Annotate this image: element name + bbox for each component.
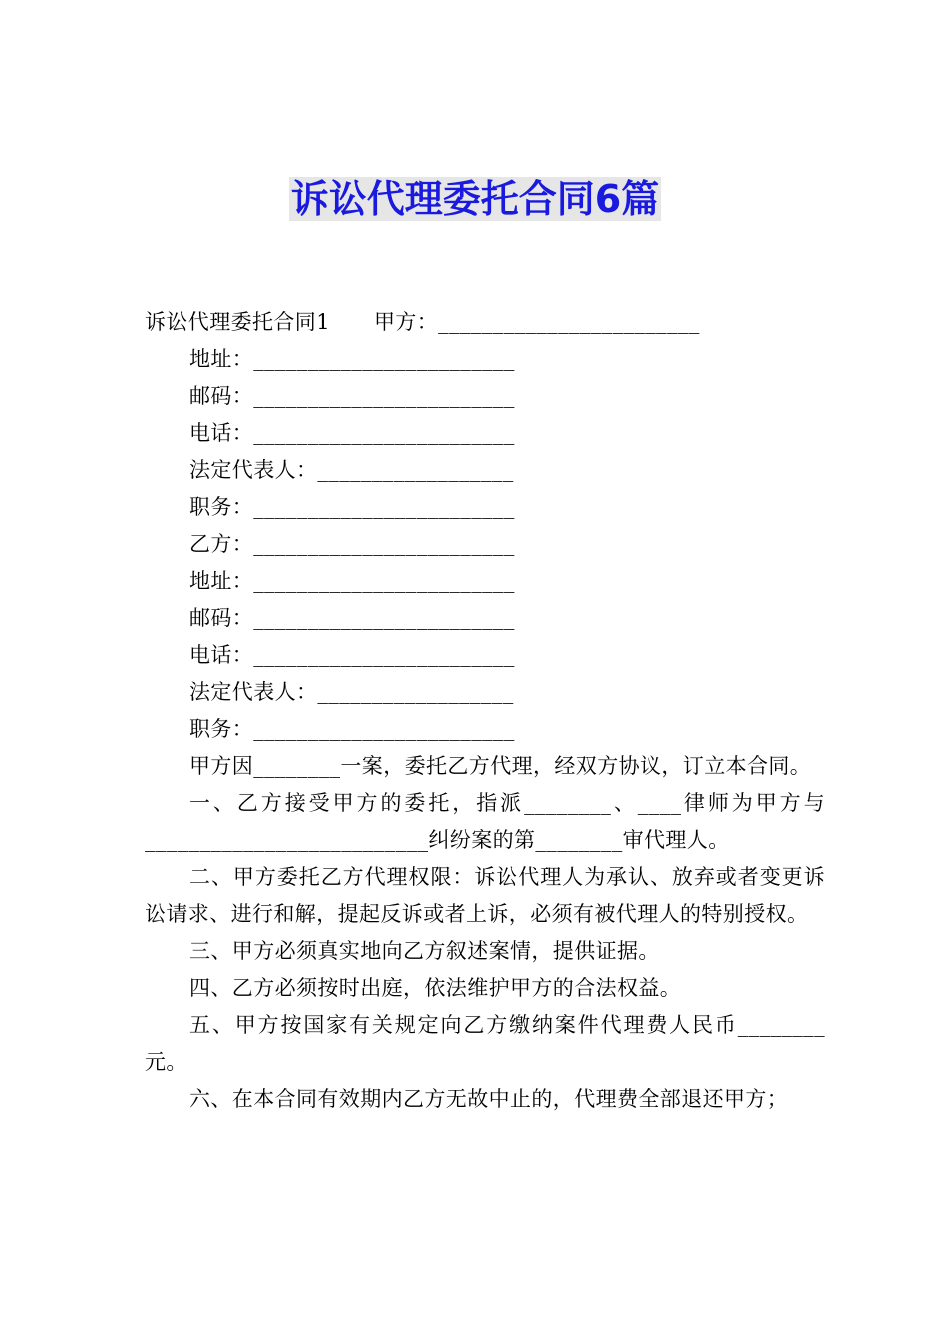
field-address-a: 地址：________________________: [189, 347, 515, 371]
field-position-a: 职务：________________________: [189, 495, 515, 519]
paragraph-clause-4: 四、乙方必须按时出庭，依法维护甲方的合法权益。: [189, 976, 682, 1000]
field-address-b: 地址：________________________: [189, 569, 515, 593]
field-phone-a: 电话：________________________: [189, 421, 515, 445]
document-title-text: 诉讼代理委托合同6篇: [290, 177, 660, 221]
party-a-field: 甲方：________________________: [373, 310, 700, 334]
paragraph-clause-3: 三、甲方必须真实地向乙方叙述案情，提供证据。: [189, 939, 660, 963]
field-phone-b: 电话：________________________: [189, 643, 515, 667]
field-position-b: 职务：________________________: [189, 717, 515, 741]
document-body: [145, 304, 825, 1118]
paragraph-intro: 甲方因________一案，委托乙方代理，经双方协议，订立本合同。: [189, 754, 812, 778]
field-party-b: 乙方：________________________: [189, 532, 515, 556]
field-postcode-a: 邮码：________________________: [189, 384, 515, 408]
paragraph-clause-2: 二、甲方委托乙方代理权限：诉讼代理人为承认、放弃或者变更诉讼请求、进行和解，提起反诉或者上诉，必须有被代理人的特别授权。: [145, 865, 825, 926]
paragraph-clause-5: 五、甲方按国家有关规定向乙方缴纳案件代理费人民币________元。: [145, 1013, 825, 1074]
field-postcode-b: 邮码：________________________: [189, 606, 515, 630]
contract-heading-line: [145, 304, 825, 341]
document-title: [0, 174, 950, 224]
paragraph-clause-1: 一、乙方接受甲方的委托，指派________、____律师为甲方与__________________________纠纷案的第________审代理人。: [145, 791, 825, 852]
paragraph-clause-6: 六、在本合同有效期内乙方无故中止的，代理费全部退还甲方；: [189, 1087, 789, 1111]
contract-heading: 诉讼代理委托合同1: [145, 310, 330, 334]
field-legal-rep-a: 法定代表人：__________________: [189, 458, 514, 482]
field-legal-rep-b: 法定代表人：__________________: [189, 680, 514, 704]
